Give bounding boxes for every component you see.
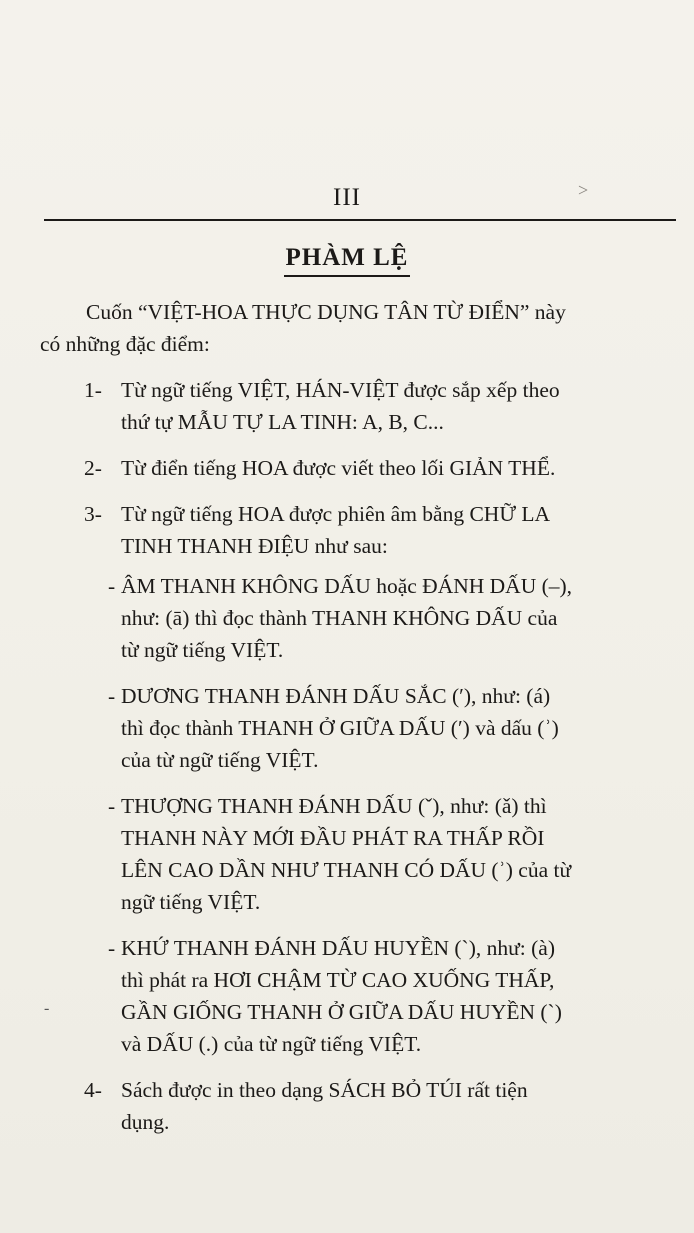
list-item-1 bbox=[84, 374, 674, 438]
sub-item-tone-1 bbox=[84, 570, 674, 666]
sub-item-dash: - bbox=[108, 574, 116, 598]
list-item-4 bbox=[84, 1074, 674, 1138]
page-content bbox=[40, 296, 674, 1152]
sub-item-line: như: (ā) thì đọc thành THANH KHÔNG DẤU của bbox=[121, 606, 558, 630]
item-number: 4- bbox=[84, 1078, 102, 1102]
section-heading bbox=[0, 244, 694, 277]
sub-item-line: DƯƠNG THANH ĐÁNH DẤU SẮC (′), như: (á) bbox=[121, 684, 551, 708]
sub-item-line: THANH NÀY MỚI ĐẦU PHÁT RA THẤP RỒI bbox=[121, 826, 545, 850]
item-line: Từ điển tiếng HOA được viết theo lối GIẢN THỂ. bbox=[121, 456, 556, 480]
item-line: dụng. bbox=[121, 1110, 170, 1134]
sub-item-tone-2 bbox=[84, 680, 674, 776]
sub-item-tone-3 bbox=[84, 790, 674, 918]
sub-item-line: THƯỢNG THANH ĐÁNH DẤU (ˇ), như: (ǎ) thì bbox=[121, 794, 547, 818]
page-number: III bbox=[333, 184, 361, 211]
sub-item-line: thì phát ra HƠI CHẬM TỪ CAO XUỐNG THẤP, bbox=[121, 968, 555, 992]
sub-item-line: KHỨ THANH ĐÁNH DẤU HUYỀN (`), như: (à) bbox=[121, 936, 555, 960]
sub-item-line: ngữ tiếng VIỆT. bbox=[121, 890, 261, 914]
list-item-2 bbox=[84, 452, 674, 484]
sub-item-dash: - bbox=[108, 936, 116, 960]
sub-item-dash: - bbox=[108, 684, 116, 708]
item-line: Từ ngữ tiếng HOA được phiên âm bằng CHỮ LA bbox=[121, 502, 551, 526]
item-line: thứ tự MẪU TỰ LA TINH: A, B, C... bbox=[121, 410, 444, 434]
sub-item-tone-4 bbox=[84, 932, 674, 1060]
item-line: Sách được in theo dạng SÁCH BỎ TÚI rất tiện bbox=[121, 1078, 528, 1102]
item-number: 2- bbox=[84, 456, 102, 480]
sub-item-line: GẦN GIỐNG THANH Ở GIỮA DẤU HUYỀN (`) bbox=[121, 1000, 562, 1024]
pencil-tick-icon: - bbox=[44, 1000, 50, 1017]
sub-item-line: từ ngữ tiếng VIỆT. bbox=[121, 638, 284, 662]
item-number: 3- bbox=[84, 502, 102, 526]
sub-item-line: thì đọc thành THANH Ở GIỮA DẤU (′) và dấu (ʾ) bbox=[121, 716, 559, 740]
sub-item-line: LÊN CAO DẦN NHƯ THANH CÓ DẤU (ʾ) của từ bbox=[121, 858, 572, 882]
heading-text: PHÀM LỆ bbox=[284, 244, 411, 277]
pencil-mark-icon: > bbox=[578, 180, 589, 200]
list-item-3 bbox=[84, 498, 674, 562]
intro-paragraph bbox=[40, 296, 674, 360]
intro-line: Cuốn “VIỆT-HOA THỰC DỤNG TÂN TỪ ĐIỂN” này bbox=[86, 300, 566, 324]
item-line: Từ ngữ tiếng VIỆT, HÁN-VIỆT được sắp xếp theo bbox=[121, 378, 560, 402]
sub-item-line: và DẤU (.) của từ ngữ tiếng VIỆT. bbox=[121, 1032, 422, 1056]
header-rule bbox=[44, 219, 676, 221]
intro-line: có những đặc điểm: bbox=[40, 332, 210, 356]
sub-item-line: ÂM THANH KHÔNG DẤU hoặc ĐÁNH DẤU (–), bbox=[121, 574, 573, 598]
sub-item-dash: - bbox=[108, 794, 116, 818]
item-number: 1- bbox=[84, 378, 102, 402]
sub-item-line: của từ ngữ tiếng VIỆT. bbox=[121, 748, 319, 772]
item-line: TINH THANH ĐIỆU như sau: bbox=[121, 534, 388, 558]
